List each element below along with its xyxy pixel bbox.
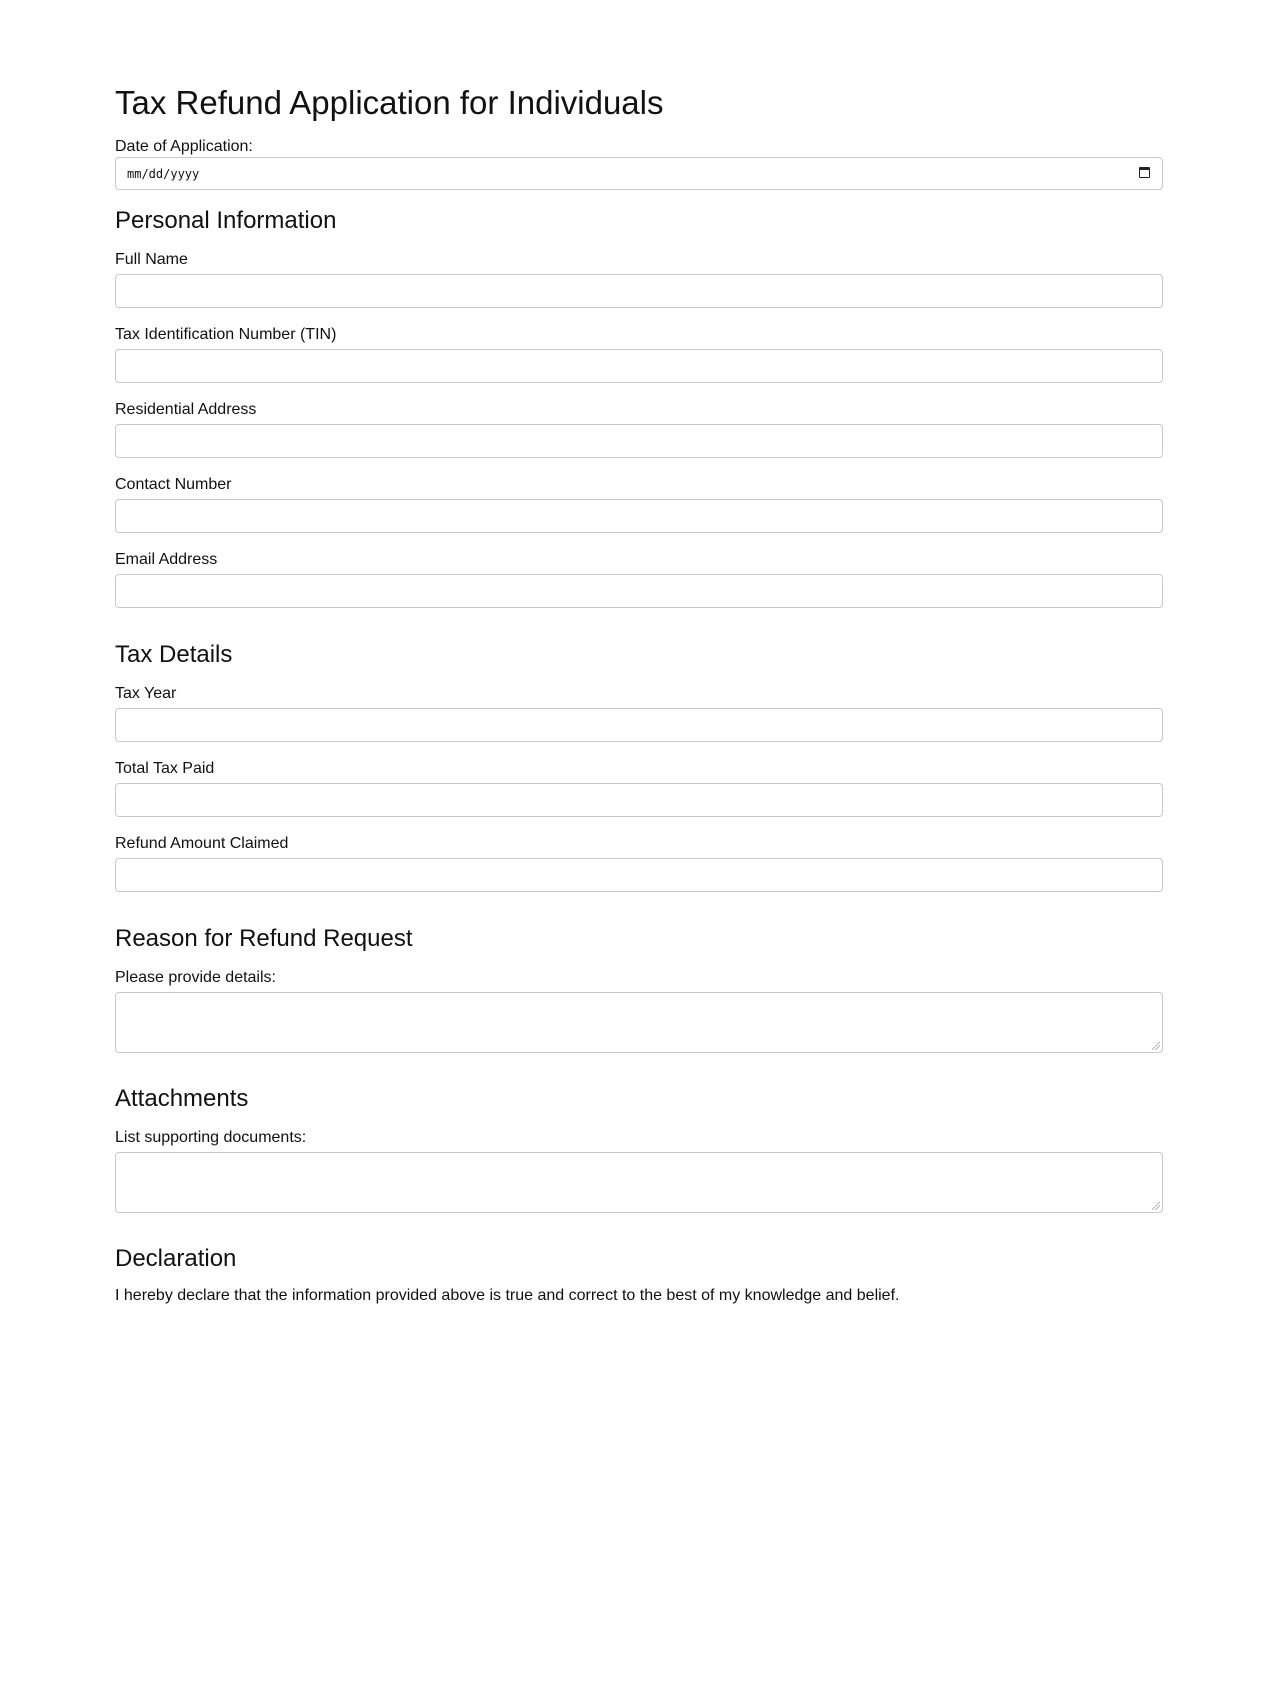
reason-details-label: Please provide details: bbox=[115, 969, 276, 986]
email-address-input[interactable] bbox=[115, 574, 1163, 608]
reason-for-refund-heading: Reason for Refund Request bbox=[115, 925, 413, 952]
declaration-heading: Declaration bbox=[115, 1245, 237, 1272]
tax-details-heading: Tax Details bbox=[115, 641, 233, 668]
tax-year-input[interactable] bbox=[115, 708, 1163, 742]
calendar-icon[interactable] bbox=[1139, 167, 1150, 178]
supporting-documents-textarea[interactable] bbox=[115, 1152, 1163, 1213]
date-placeholder-text: mm/dd/yyyy bbox=[127, 167, 200, 181]
resize-handle-icon[interactable] bbox=[1152, 1042, 1160, 1050]
contact-number-input[interactable] bbox=[115, 499, 1163, 533]
refund-amount-claimed-input[interactable] bbox=[115, 858, 1163, 892]
resize-handle-icon[interactable] bbox=[1152, 1202, 1160, 1210]
residential-address-input[interactable] bbox=[115, 424, 1163, 458]
tin-input[interactable] bbox=[115, 349, 1163, 383]
contact-number-label: Contact Number bbox=[115, 476, 232, 493]
total-tax-paid-label: Total Tax Paid bbox=[115, 760, 215, 777]
tax-year-label: Tax Year bbox=[115, 685, 177, 702]
date-of-application-input[interactable] bbox=[115, 157, 1163, 190]
personal-information-heading: Personal Information bbox=[115, 207, 337, 234]
refund-amount-claimed-label: Refund Amount Claimed bbox=[115, 835, 289, 852]
page-title: Tax Refund Application for Individuals bbox=[115, 84, 664, 121]
declaration-text: I hereby declare that the information provided above is true and correct to the best of my knowledge and belief. bbox=[115, 1287, 900, 1304]
full-name-label: Full Name bbox=[115, 251, 188, 268]
tin-label: Tax Identification Number (TIN) bbox=[115, 326, 337, 343]
residential-address-label: Residential Address bbox=[115, 401, 257, 418]
total-tax-paid-input[interactable] bbox=[115, 783, 1163, 817]
supporting-documents-label: List supporting documents: bbox=[115, 1129, 307, 1146]
attachments-heading: Attachments bbox=[115, 1085, 249, 1112]
reason-details-textarea[interactable] bbox=[115, 992, 1163, 1053]
date-of-application-label: Date of Application: bbox=[115, 138, 253, 155]
full-name-input[interactable] bbox=[115, 274, 1163, 308]
email-address-label: Email Address bbox=[115, 551, 218, 568]
